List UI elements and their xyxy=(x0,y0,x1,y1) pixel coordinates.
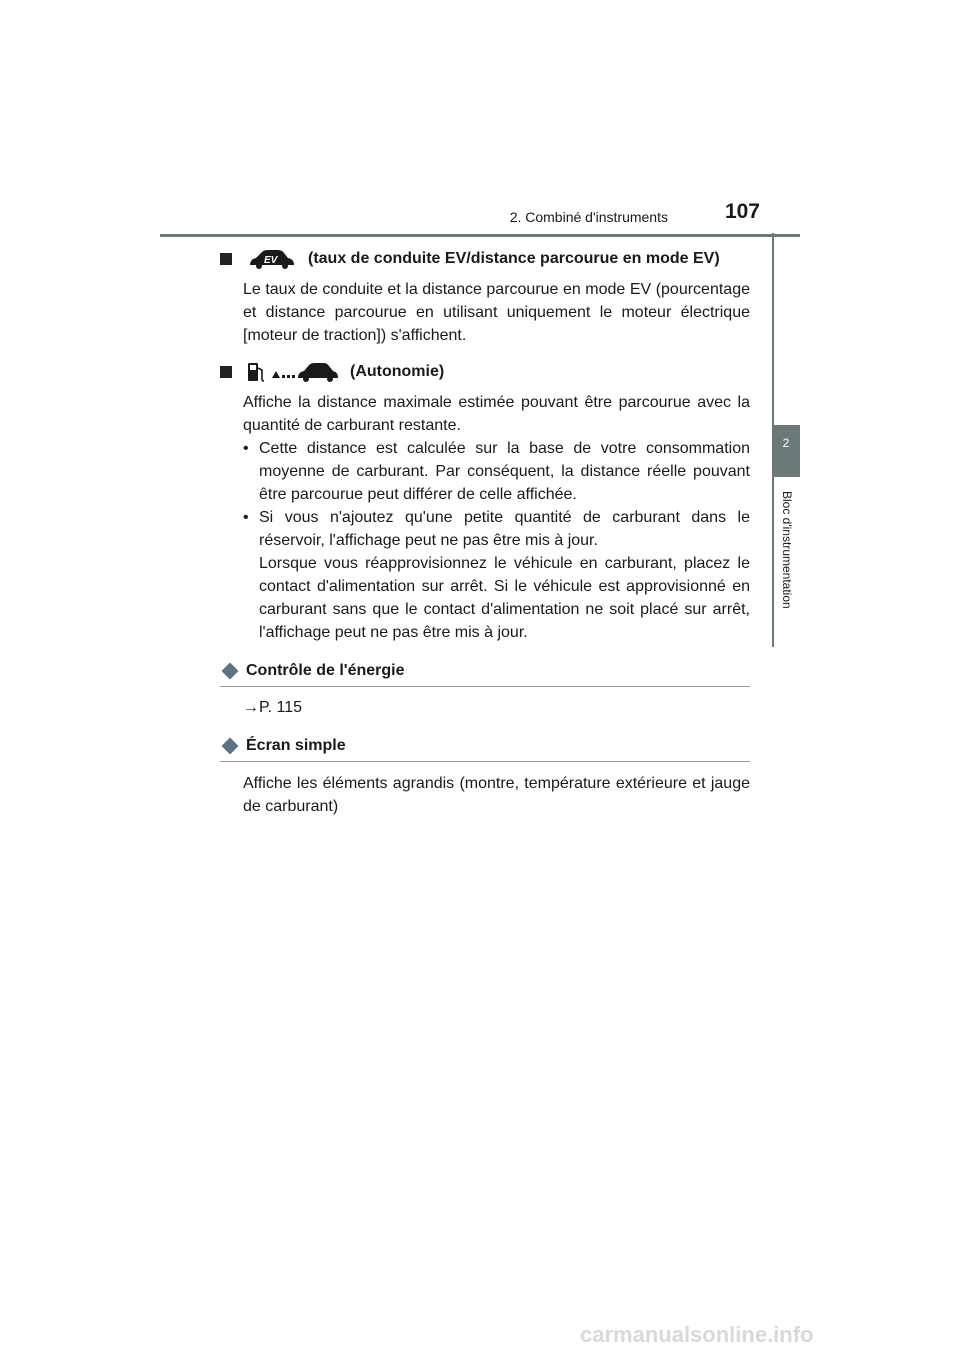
page-content xyxy=(220,248,750,818)
subsection-title: Contrôle de l'énergie xyxy=(246,662,405,679)
list-item: • Cette distance est calculée sur la base de votre consommation moyenne de carburant. Par conséquent, la distance réelle pouvant être parcourue peut différer de celle affichée. xyxy=(243,437,750,506)
item-title-ev xyxy=(220,248,750,270)
subsection-heading xyxy=(220,662,750,687)
arrow-icon: → xyxy=(243,699,259,716)
page-reference[interactable] xyxy=(243,699,750,717)
page-header xyxy=(160,196,800,237)
subsection-heading xyxy=(220,737,750,762)
item-title-text: (taux de conduite EV/distance parcourue en mode EV) xyxy=(308,250,720,267)
item-title-range xyxy=(220,361,750,383)
diamond-bullet-icon xyxy=(222,738,239,755)
bullet-list xyxy=(243,437,750,644)
page-number: 107 xyxy=(724,200,760,223)
chapter-tab-number[interactable]: 2 xyxy=(772,425,800,477)
list-item-continuation: Lorsque vous réapprovisionnez le véhicule en carburant, placez le contact d'alimentation sur arrêt. Si le véhicule est approvisionné en carburant sans que le contact d'alimentation ne soit placé sur arrêt, l'affichage peut ne pas être mis à jour. xyxy=(259,555,750,641)
subsection-title: Écran simple xyxy=(246,737,346,754)
list-item: • Si vous n'ajoutez qu'une petite quantité de carburant dans le réservoir, l'affichage peut ne pas être mis à jour. xyxy=(243,506,750,552)
diamond-bullet-icon xyxy=(222,663,239,680)
watermark: carmanualsonline.info xyxy=(580,1322,814,1347)
subsection-body: Affiche les éléments agrandis (montre, température extérieure et jauge de carburant) xyxy=(243,775,750,815)
item-title-text: (Autonomie) xyxy=(350,363,445,380)
chapter-tab-title: Bloc d'instrumentation xyxy=(780,491,794,609)
fuel-range-car-icon xyxy=(246,360,340,384)
square-bullet-icon xyxy=(220,366,232,378)
chapter-tab[interactable] xyxy=(772,477,802,647)
item-body: Affiche la distance maximale estimée pouvant être parcourue avec la quantité de carburant restante. xyxy=(243,394,750,434)
item-body: Le taux de conduite et la distance parcourue en mode EV (pourcentage et distance parcourue en utilisant uniquement le moteur électrique [moteur de traction]) s'affichent. xyxy=(243,281,750,344)
page-reference-text: P. 115 xyxy=(259,699,303,716)
square-bullet-icon xyxy=(220,253,232,265)
ev-car-icon xyxy=(246,248,298,270)
section-title: 2. Combiné d'instruments xyxy=(509,209,668,225)
svg-text:EV: EV xyxy=(264,255,278,266)
